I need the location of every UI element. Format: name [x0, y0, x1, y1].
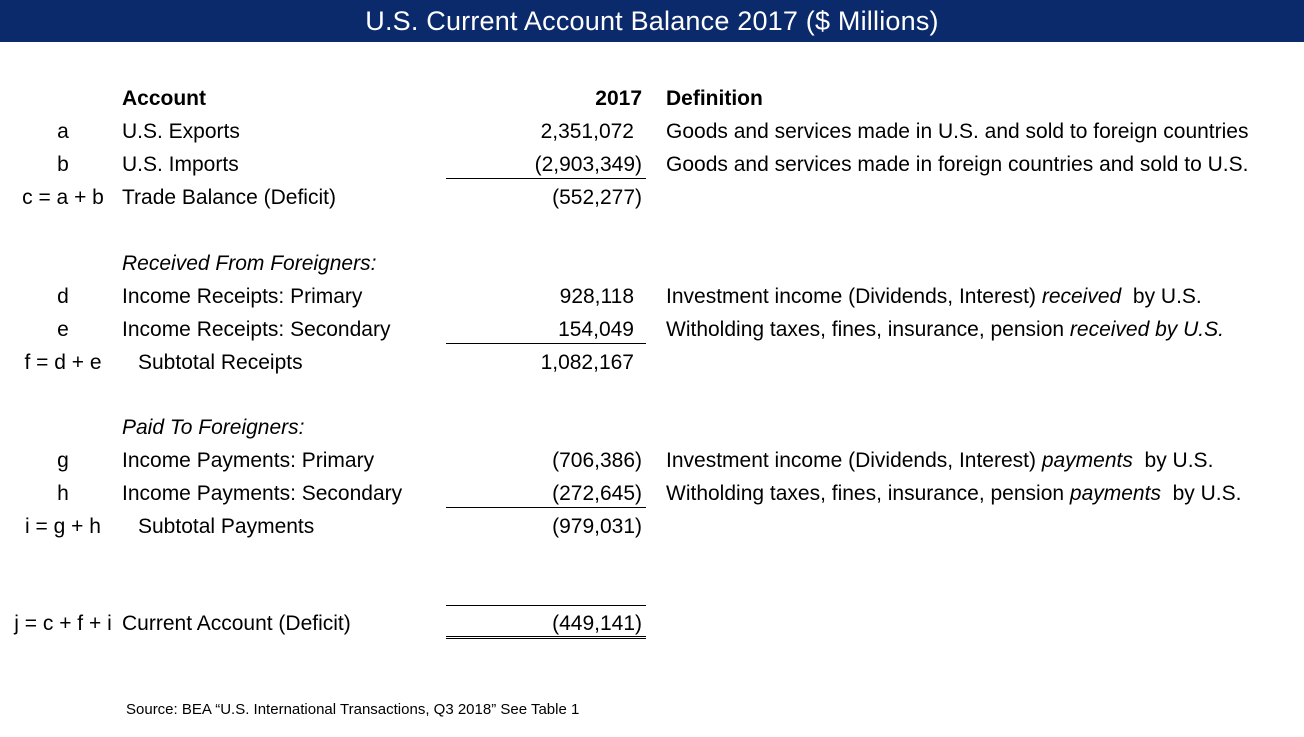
row-h-ref: h	[57, 482, 69, 505]
underline-rule	[446, 178, 646, 179]
row-a-ref: a	[57, 120, 69, 143]
header-account: Account	[122, 87, 206, 110]
row-j-ref: j = c + f + i	[14, 612, 112, 635]
total-double-rule	[446, 636, 646, 639]
row-g-ref: g	[57, 449, 69, 472]
row-e-account: Income Receipts: Secondary	[122, 318, 391, 341]
row-d-def-text: Investment income (Dividends, Interest)	[666, 285, 1042, 308]
page-title: U.S. Current Account Balance 2017 ($ Millions)	[365, 5, 939, 36]
row-e-def-emphasis: received by U.S.	[1069, 318, 1224, 341]
total-top-rule	[446, 605, 646, 606]
received-heading: Received From Foreigners:	[122, 252, 377, 275]
row-d-ref: d	[57, 285, 69, 308]
row-b-ref: b	[57, 153, 69, 176]
row-b-value: (2,903,349)	[534, 153, 642, 176]
row-i-ref: i = g + h	[25, 515, 101, 538]
row-h-definition	[666, 481, 1241, 507]
row-a-definition: Goods and services made in U.S. and sold to foreign countries	[666, 120, 1249, 143]
row-j-value: (449,141)	[552, 612, 642, 635]
header-definition: Definition	[666, 87, 763, 110]
row-h-account: Income Payments: Secondary	[122, 482, 403, 505]
paid-heading: Paid To Foreigners:	[122, 416, 305, 439]
source-note: Source: BEA “U.S. International Transactions, Q3 2018” See Table 1	[126, 701, 580, 718]
row-c-ref: c = a + b	[22, 186, 104, 209]
row-d-definition	[666, 284, 1202, 310]
underline-rule	[446, 343, 646, 344]
row-h-value: (272,645)	[552, 482, 642, 505]
row-d-def-tail: by U.S.	[1121, 285, 1202, 308]
row-g-value: (706,386)	[552, 449, 642, 472]
row-g-def-text: Investment income (Dividends, Interest)	[666, 449, 1042, 472]
row-e-definition	[666, 317, 1224, 343]
row-c-value: (552,277)	[552, 186, 642, 209]
row-e-ref: e	[57, 318, 69, 341]
underline-rule	[446, 507, 646, 508]
row-f-account: Subtotal Receipts	[138, 351, 303, 374]
row-j-account: Current Account (Deficit)	[122, 612, 351, 635]
row-g-def-emphasis: payments	[1041, 449, 1133, 472]
row-g-def-tail: by U.S.	[1132, 449, 1214, 472]
title-bar	[0, 0, 1304, 42]
row-c-account: Trade Balance (Deficit)	[122, 186, 336, 209]
row-d-def-emphasis: received	[1041, 285, 1122, 308]
row-f-ref: f = d + e	[24, 351, 102, 374]
row-a-value: 2,351,072	[540, 120, 634, 143]
row-d-value: 928,118	[559, 285, 634, 308]
row-a-account: U.S. Exports	[122, 120, 240, 143]
row-f-value: 1,082,167	[540, 351, 634, 374]
row-i-value: (979,031)	[552, 515, 642, 538]
row-g-account: Income Payments: Primary	[122, 449, 375, 472]
row-d-account: Income Receipts: Primary	[122, 285, 363, 308]
row-e-def-text: Witholding taxes, fines, insurance, pension	[666, 318, 1070, 341]
row-b-definition: Goods and services made in foreign countries and sold to U.S.	[666, 153, 1249, 176]
row-h-def-emphasis: payments	[1069, 482, 1161, 505]
header-year: 2017	[595, 87, 642, 110]
row-i-account: Subtotal Payments	[138, 515, 315, 538]
row-b-account: U.S. Imports	[122, 153, 239, 176]
row-h-def-tail: by U.S.	[1160, 482, 1242, 505]
row-h-def-text: Witholding taxes, fines, insurance, pension	[666, 482, 1070, 505]
row-e-value: 154,049	[558, 318, 634, 341]
row-g-definition	[666, 448, 1213, 474]
